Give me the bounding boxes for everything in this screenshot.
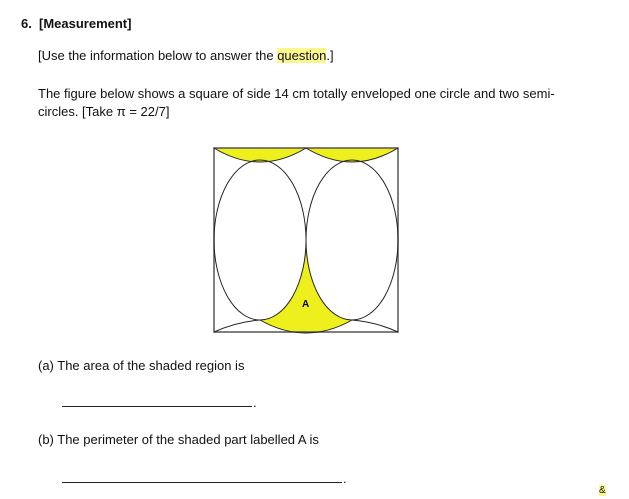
right-oval: [306, 160, 398, 320]
shaded-region-a: [260, 240, 352, 333]
answer-blank-b[interactable]: [62, 482, 342, 483]
answer-blank-a[interactable]: [62, 406, 252, 407]
bottom-left-arc: [214, 320, 260, 332]
instruction-text: [Use the information below to answer the: [38, 48, 278, 63]
corner-mark: &: [599, 485, 606, 496]
body-line-1: The figure below shows a square of side 14 cm totally enveloped one circle and two semi-: [38, 86, 555, 101]
figure-label-a: A: [302, 299, 310, 310]
blank-b-end: .: [343, 471, 347, 486]
part-a: (a) The area of the shaded region is: [38, 358, 245, 373]
blank-a-end: .: [253, 395, 257, 410]
highlighted-word: question: [277, 48, 327, 63]
question-number: 6.: [21, 16, 32, 31]
left-oval: [214, 160, 306, 320]
part-b: (b) The perimeter of the shaded part labelled A is: [38, 432, 319, 447]
question-topic: [Measurement]: [39, 16, 132, 31]
bottom-right-arc: [352, 320, 398, 332]
instruction-end: .]: [326, 48, 334, 63]
body-line-2: circles. [Take π = 22/7]: [38, 104, 170, 119]
